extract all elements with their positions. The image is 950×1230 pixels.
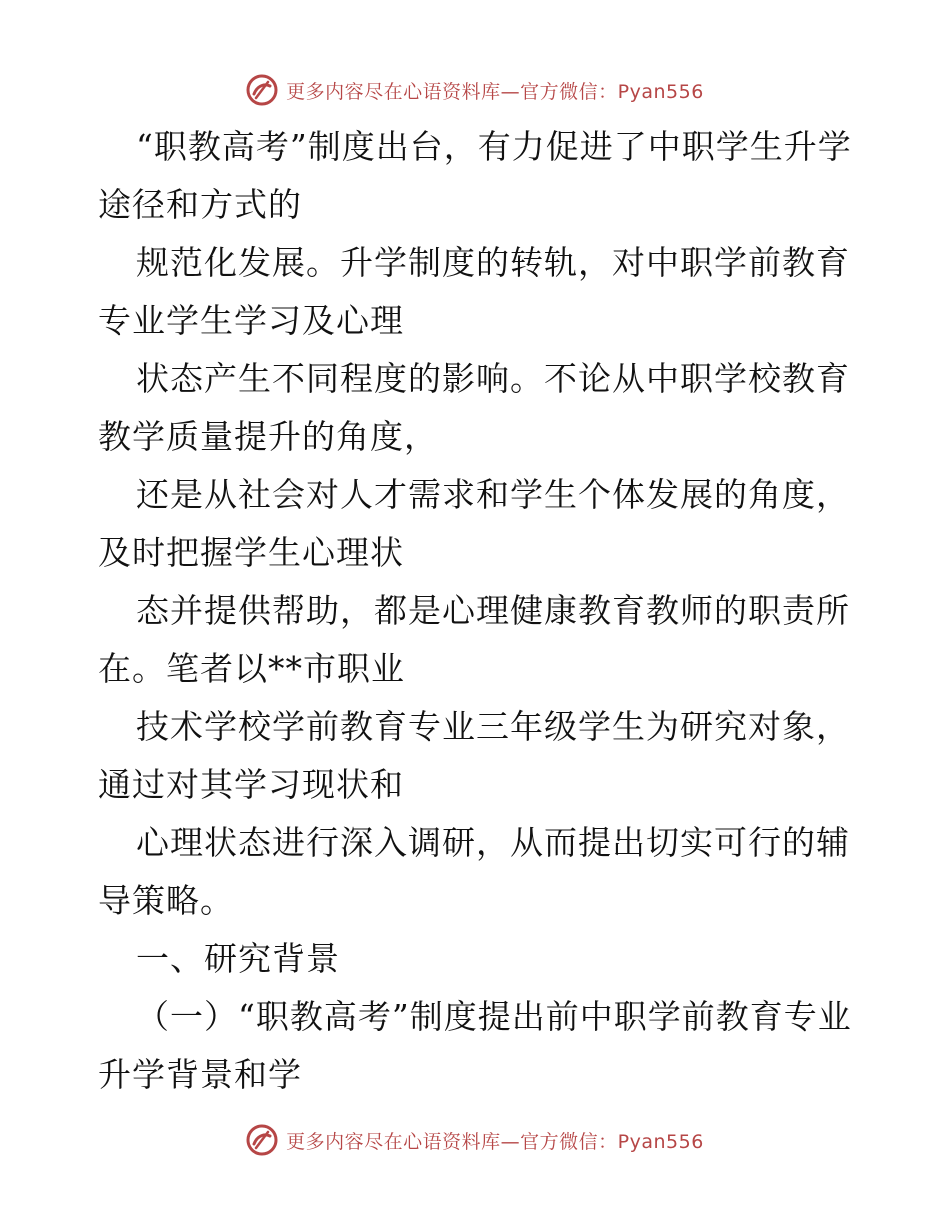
paragraph-7: 心理状态进行深入调研，从而提出切实可行的辅导策略。 [98, 823, 850, 920]
brand-logo-icon [246, 74, 278, 106]
section-heading-1: 一、研究背景 [136, 939, 340, 978]
header-brand-text: 更多内容尽在心语资料库—官方微信：Pyan556 [286, 80, 704, 103]
paragraph-4: 还是从社会对人才需求和学生个体发展的角度，及时把握学生心理状 [98, 475, 850, 572]
page-header-watermark [0, 70, 950, 110]
footer-brand-text: 更多内容尽在心语资料库—官方微信：Pyan556 [286, 1130, 704, 1153]
paragraph-3: 状态产生不同程度的影响。不论从中职学校教育教学质量提升的角度， [98, 359, 850, 456]
paragraph-2: 规范化发展。升学制度的转轨，对中职学前教育专业学生学习及心理 [98, 243, 850, 340]
paragraph-6: 技术学校学前教育专业三年级学生为研究对象，通过对其学习现状和 [98, 707, 850, 804]
document-body [98, 118, 858, 1104]
brand-logo-icon [246, 1124, 278, 1156]
page-footer-watermark [0, 1120, 950, 1160]
subsection-heading-1: （一）“职教高考”制度提出前中职学前教育专业升学背景和学 [98, 997, 852, 1094]
paragraph-1: “职教高考”制度出台，有力促进了中职学生升学途径和方式的 [98, 127, 852, 224]
paragraph-5: 态并提供帮助，都是心理健康教育教师的职责所在。笔者以**市职业 [98, 591, 850, 688]
